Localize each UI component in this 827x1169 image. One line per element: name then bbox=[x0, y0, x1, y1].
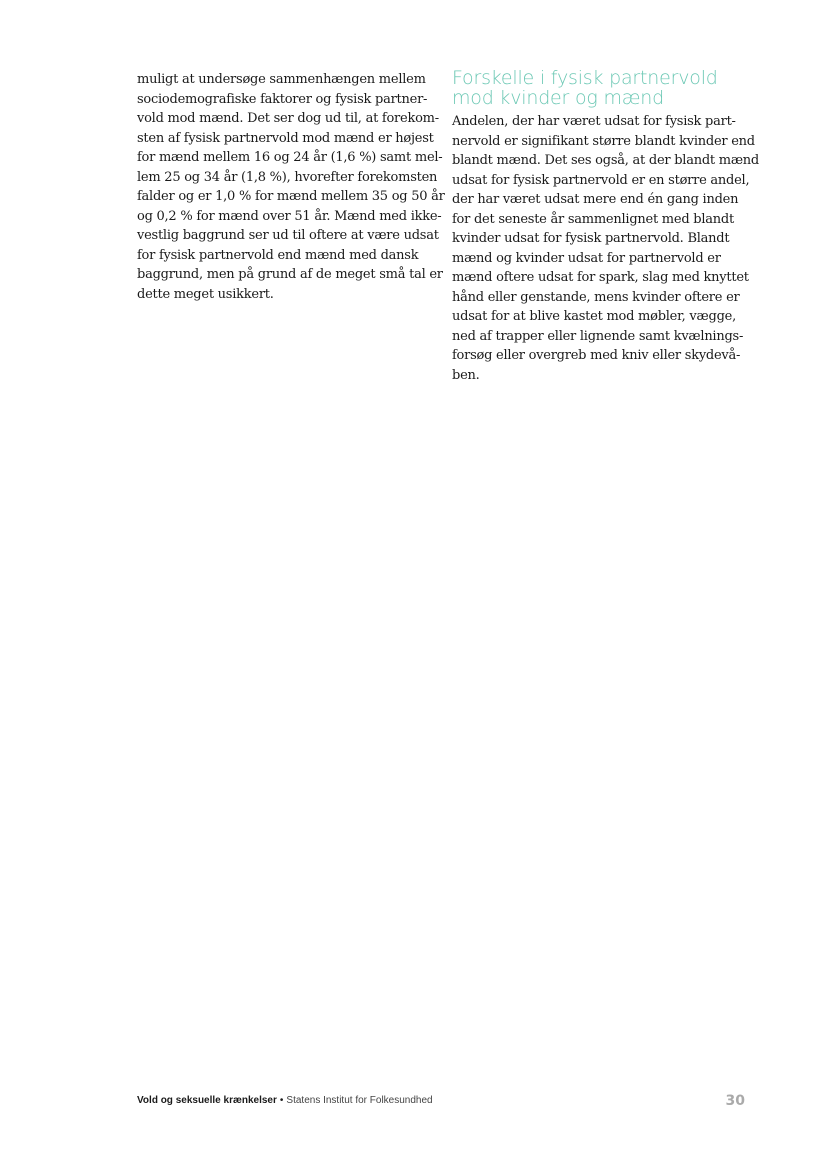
body-text-line: der har været udsat mere end én gang inden bbox=[452, 192, 739, 207]
body-text-line: blandt mænd. Det ses også, at der blandt mænd bbox=[452, 153, 760, 168]
body-text-line: nervold er signifikant større blandt kvinder end bbox=[452, 133, 755, 149]
body-text-line: vestlig baggrund ser ud til oftere at være udsat bbox=[137, 228, 439, 243]
left-column bbox=[137, 68, 445, 304]
body-text-line: muligt at undersøge sammenhængen mellem bbox=[137, 72, 426, 87]
body-text-line: for det seneste år sammenlignet med blandt bbox=[452, 211, 734, 227]
body-text-line: dette meget usikkert. bbox=[137, 286, 274, 302]
body-text-line: lem 25 og 34 år (1,8 %), hvorefter forekomsten bbox=[137, 169, 438, 185]
footer-separator: • bbox=[279, 1095, 284, 1106]
body-text-line: vold mod mænd. Det ser dog ud til, at forekom- bbox=[137, 111, 439, 126]
body-text-line: kvinder udsat for fysisk partnervold. Blandt bbox=[452, 231, 730, 246]
page-number: 30 bbox=[725, 1093, 745, 1109]
right-column bbox=[452, 67, 760, 385]
body-text-line: og 0,2 % for mænd over 51 år. Mænd med ikke- bbox=[137, 208, 442, 224]
section-heading bbox=[452, 68, 748, 108]
publication-title: Vold og seksuelle krænkelser bbox=[137, 1095, 277, 1106]
body-text-line: falder og er 1,0 % for mænd mellem 35 og 50 år bbox=[137, 189, 445, 204]
body-text-line: hånd eller genstande, mens kvinder oftere er bbox=[452, 289, 740, 305]
body-text-line: sociodemografiske faktorer og fysisk partner- bbox=[137, 91, 428, 107]
section-heading-line: mod kvinder og mænd bbox=[452, 87, 664, 109]
body-text-line: udsat for fysisk partnervold er en større andel, bbox=[452, 172, 750, 188]
body-text-line: udsat for at blive kastet mod møbler, vægge, bbox=[452, 309, 736, 324]
publisher-name: Statens Institut for Folkesundhed bbox=[286, 1095, 433, 1106]
body-text-line: ben. bbox=[452, 367, 480, 383]
section-heading-line: Forskelle i fysisk partnervold bbox=[452, 67, 718, 89]
body-text-line: for fysisk partnervold end mænd med dansk bbox=[137, 247, 419, 263]
body-text-line: Andelen, der har været udsat for fysisk part- bbox=[452, 114, 736, 129]
body-text-line: baggrund, men på grund af de meget små tal er bbox=[137, 267, 443, 282]
body-text-line: sten af fysisk partnervold mod mænd er højest bbox=[137, 130, 434, 146]
body-text-line: mænd oftere udsat for spark, slag med knyttet bbox=[452, 270, 749, 285]
body-text-line: mænd og kvinder udsat for partnervold er bbox=[452, 250, 721, 266]
body-text-line: ned af trapper eller lignende samt kvælnings- bbox=[452, 328, 744, 344]
body-text-line: forsøg eller overgreb med kniv eller skydevå- bbox=[452, 348, 741, 363]
body-text-line: for mænd mellem 16 og 24 år (1,6 %) samt mel- bbox=[137, 150, 443, 165]
page-footer bbox=[137, 1095, 433, 1106]
